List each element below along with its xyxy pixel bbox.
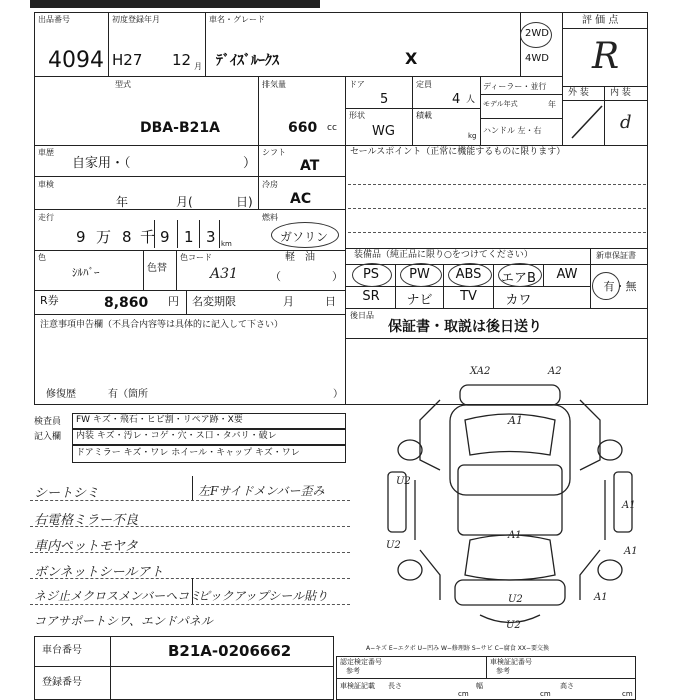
model-year-label: モデル年式 bbox=[483, 100, 518, 108]
top-title-strip bbox=[30, 0, 320, 8]
warranty-value: 有・無 bbox=[603, 280, 637, 293]
dims-label: 車検証記載 bbox=[340, 682, 375, 690]
recycle-value: 8,860 bbox=[104, 295, 149, 311]
diagram-mark-rear-left: U2 bbox=[386, 540, 401, 551]
equip-pw: PW bbox=[409, 267, 430, 282]
equip-airbag-circle bbox=[498, 263, 542, 287]
mileage-digit-4: 1 bbox=[184, 228, 194, 246]
diagram-mark-top-right: A2 bbox=[548, 366, 562, 377]
displacement-label: 排気量 bbox=[262, 80, 286, 89]
mileage-digit-2: 8 bbox=[122, 228, 132, 246]
equipment-label: 装備品（純正品に限り○をつけてください） bbox=[354, 250, 533, 260]
chassis-value: B21A-0206662 bbox=[168, 642, 292, 660]
capacity-unit: 人 bbox=[466, 95, 476, 105]
mileage-unit-sen: 千 bbox=[140, 228, 156, 246]
mileage-digit-3: 9 bbox=[160, 228, 170, 246]
doc-label: 車検証記番号 bbox=[490, 658, 532, 666]
drive-2wd-circle bbox=[520, 22, 552, 48]
cert-sub: 参考 bbox=[346, 667, 360, 675]
damage-legend: A−キズ E−エクボ U−凹み W−修理跡 S−サビ C−腐食 XX−要交換 bbox=[366, 645, 549, 652]
loading-label: 積載 bbox=[416, 111, 432, 120]
color-label: 色 bbox=[38, 253, 46, 262]
dealer-label: ディーラー・並行 bbox=[483, 82, 547, 91]
chassis-label: 車台番号 bbox=[42, 645, 82, 656]
length-label: 長さ bbox=[388, 682, 402, 690]
width-cm: cm bbox=[540, 690, 551, 698]
diagram-mark-door: A1 bbox=[508, 530, 522, 541]
equip-airbag: エアB bbox=[501, 271, 536, 286]
car-name: ﾃﾞｲｽﾞﾙｰｸｽ bbox=[216, 53, 279, 69]
usage-label: 車歴 bbox=[38, 148, 54, 157]
displacement-unit: cc bbox=[327, 123, 337, 133]
remark-2: 右電格ミラー不良 bbox=[34, 513, 139, 528]
capacity-label: 定員 bbox=[416, 80, 432, 89]
remark-6: コアサポートシワ、エンドパネル bbox=[34, 614, 213, 628]
shape-label: 形状 bbox=[349, 111, 365, 120]
aircon-label: 冷房 bbox=[262, 180, 278, 189]
equip-navi: ナビ bbox=[406, 293, 433, 308]
diagram-mark-roof: A1 bbox=[508, 414, 523, 427]
color-code-label: 色コード bbox=[180, 253, 212, 262]
shift-value: AT bbox=[300, 158, 320, 174]
remark-right-1: 左Fサイドメンバー歪み bbox=[198, 484, 325, 498]
fuel-value: ガソリン bbox=[280, 230, 329, 244]
width-label: 幅 bbox=[476, 682, 483, 690]
registration-label: 登録番号 bbox=[42, 677, 82, 688]
warranty-circle bbox=[592, 272, 620, 300]
lot-number: 4094 bbox=[48, 48, 104, 73]
later-items-label: 後日品 bbox=[350, 311, 374, 320]
capacity-value: 4 bbox=[452, 92, 461, 107]
diesel-label: 軽 油 bbox=[285, 252, 315, 263]
warranty-label: 新車保証書 bbox=[596, 251, 636, 260]
repair-history-value: 有（箇所 bbox=[108, 389, 148, 400]
length-cm: cm bbox=[458, 690, 469, 698]
entry-label: 記入欄 bbox=[34, 432, 62, 442]
model-year-suffix: 年 bbox=[548, 100, 556, 109]
repair-history-close: ） bbox=[333, 389, 343, 400]
first-registration-month: 12 bbox=[172, 51, 192, 69]
grade: X bbox=[405, 49, 418, 68]
aircon-value: AC bbox=[290, 191, 312, 207]
inspection-label: 車検 bbox=[38, 180, 54, 189]
mileage-digit-1: 9 bbox=[76, 228, 86, 246]
doors-label: ドア bbox=[349, 80, 365, 89]
displacement-value: 660 bbox=[288, 120, 318, 136]
repair-history-label: 修復歴 bbox=[46, 389, 76, 400]
remark-5: ネジ止メクロスメンバーヘコミ bbox=[34, 589, 202, 603]
recycle-label: R券 bbox=[40, 294, 59, 307]
doc-sub: 参考 bbox=[496, 667, 510, 675]
model-label: 型式 bbox=[115, 80, 131, 89]
first-registration-era: H27 bbox=[112, 51, 143, 69]
model-value: DBA-B21A bbox=[140, 120, 220, 136]
diagram-mark-right: A1 bbox=[622, 500, 636, 511]
exterior-grade-slash bbox=[566, 102, 606, 142]
interior-label: 内 装 bbox=[610, 88, 631, 98]
diagram-mark-bottom: U2 bbox=[506, 620, 521, 631]
remark-4: ボンネットシールアト bbox=[34, 565, 164, 580]
equip-pw-circle bbox=[400, 263, 442, 287]
usage-value: 自家用・（ bbox=[72, 156, 131, 171]
remarks-label: 注意事項申告欄（不具合内容等は具体的に記入して下さい） bbox=[40, 320, 284, 330]
drive-2wd: 2WD bbox=[525, 28, 549, 39]
shift-label: シフト bbox=[262, 148, 286, 157]
equip-ps-circle bbox=[352, 263, 392, 287]
diagram-mark-top: XA2 bbox=[470, 366, 491, 377]
diagram-mark-rear-corner: A1 bbox=[594, 592, 608, 603]
inspection-month: 月( bbox=[176, 195, 193, 209]
inspector-label: 検査員 bbox=[34, 417, 62, 427]
diagram-mark-left: U2 bbox=[396, 476, 411, 487]
score-value: R bbox=[592, 36, 620, 77]
equip-tv: TV bbox=[460, 289, 477, 304]
mileage-label: 走行 bbox=[38, 213, 54, 222]
remark-right-2: ピックアップシール貼り bbox=[198, 589, 328, 603]
mileage-digit-5: 3 bbox=[206, 228, 216, 246]
height-cm: cm bbox=[622, 690, 633, 698]
color-code-value: A31 bbox=[210, 266, 238, 282]
inspection-year: 年 bbox=[116, 195, 129, 209]
car-name-label: 車名・グレード bbox=[209, 15, 265, 24]
remark-3: 車内ペットモヤタ bbox=[34, 539, 138, 554]
first-registration-label: 初度登録年月 bbox=[112, 15, 160, 24]
handle-label: ハンドル 左・右 bbox=[483, 126, 542, 135]
equip-sr: SR bbox=[362, 289, 380, 304]
name-change-deadline-label: 名変期限 bbox=[192, 295, 236, 308]
mileage-unit-man: 万 bbox=[96, 228, 112, 246]
diagram-mark-bumper: U2 bbox=[508, 594, 523, 605]
fuel-circle bbox=[271, 222, 339, 248]
inspection-day: 日) bbox=[236, 195, 253, 209]
equip-abs: ABS bbox=[455, 267, 482, 282]
drive-4wd: 4WD bbox=[525, 53, 549, 64]
color-change-label: 色替 bbox=[147, 263, 167, 274]
deadline-day: 日 bbox=[325, 295, 336, 308]
score-label: 評 価 点 bbox=[582, 15, 619, 26]
equip-leather: カワ bbox=[505, 293, 532, 308]
loading-unit: kg bbox=[468, 132, 477, 140]
equip-aw: AW bbox=[556, 267, 578, 282]
equip-abs-circle bbox=[448, 263, 492, 287]
sales-point-label: セールスポイント（正常に機能するものに限ります） bbox=[350, 147, 566, 157]
mileage-unit-km: km bbox=[221, 240, 232, 248]
exterior-label: 外 装 bbox=[568, 88, 589, 98]
deadline-month: 月 bbox=[283, 295, 294, 308]
equip-ps: PS bbox=[362, 267, 380, 282]
fuel-label: 燃料 bbox=[262, 213, 278, 222]
remark-1: シートシミ bbox=[34, 486, 100, 501]
height-label: 高さ bbox=[560, 682, 574, 690]
lot-number-label: 出品番号 bbox=[38, 15, 70, 24]
color-value: ｼﾙﾊﾞｰ bbox=[72, 266, 100, 279]
doors-value: 5 bbox=[380, 92, 389, 107]
shape-value: WG bbox=[372, 124, 395, 139]
later-items-value: 保証書・取説は後日送り bbox=[388, 319, 542, 335]
recycle-unit: 円 bbox=[168, 295, 179, 308]
interior-grade: d bbox=[620, 112, 632, 133]
first-registration-month-unit: 月 bbox=[194, 62, 202, 71]
diagram-mark-rear-right: A1 bbox=[624, 546, 638, 557]
cert-label: 認定検定番号 bbox=[340, 658, 382, 666]
usage-close: ） bbox=[243, 156, 257, 171]
